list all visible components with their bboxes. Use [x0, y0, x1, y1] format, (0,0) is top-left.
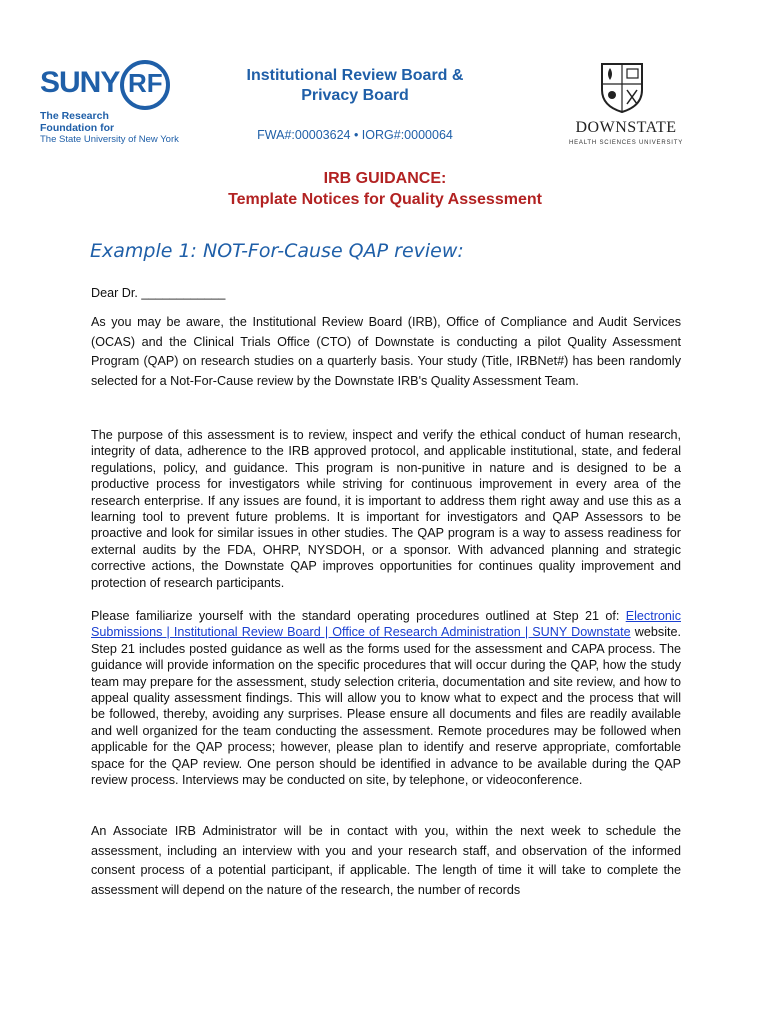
rf-tagline: The Research Foundation for: [40, 110, 115, 134]
rf-wordmark: RF: [128, 68, 163, 98]
paragraph-2: [91, 427, 681, 591]
paragraph-4: [91, 822, 681, 900]
suny-rf-logo: [40, 58, 180, 150]
paragraph-text: As you may be aware, the Institutional Review Board (IRB), Office of Compliance and Audit Services (OCAS) and the Clinical Trials Office (CTO) of Downstate is conducting a pilot Quality Assessment Program (QAP) on research studies on a quarterly basis. Your study (Title, IRBNet#) has been randomly selected for a Not-For-Cause review by the Downstate IRB's Quality Assessment Team.: [91, 315, 681, 388]
paragraph-text: Please familiarize yourself with the standard operating procedures outlined at Step 21 of: Electronic Submissions | Institutional Review Board | Office of Research Administration | SUNY Downstate website. Step 21 includes posted guidance as well as the forms used for the assessment and CAPA process. The guidance will provide information on the specific procedures that will occur during the QAP, how the study team may prepare for the assessment, study selection criteria, documentation and site review, and how to appeal quality assessment findings. This will allow you to know what to expect and the process that will be followed, thereby, avoiding any surprises. Please ensure all documents and files are readily available and well organized for the team conducting the assessment. Remote procedures may be followed when applicable for the QAP process; however, please plan to identify and reserve appropriate, comfortable space for the QAP review. One person should be identified in advance to be available during the QAP review process. Interviews may be conducted on site, by telephone, or videoconference.: [91, 609, 681, 788]
electronic-submissions-link[interactable]: Electronic Submissions | Institutional Review Board | Office of Research Administration | SUNY Downstate: [91, 609, 681, 640]
downstate-wordmark: DOWNSTATE: [575, 119, 677, 136]
paragraph-1: [91, 313, 681, 391]
shield-icon: [600, 62, 644, 114]
guidance-title: IRB GUIDANCE: Template Notices for Quality Assessment: [228, 170, 542, 208]
example-heading: Example 1: NOT-For-Cause QAP review:: [90, 240, 464, 262]
salutation: Dear Dr. ____________: [91, 286, 226, 300]
suny-wordmark: SUNY: [40, 66, 120, 99]
salutation-block: [91, 284, 681, 304]
paragraph-3: [91, 608, 681, 788]
downstate-subtitle: HEALTH SCIENCES UNIVERSITY: [568, 140, 684, 146]
paragraph-text: An Associate IRB Administrator will be in contact with you, within the next week to schedule the assessment, including an interview with you and your research staff, and observation of the informed consent process of a potential participant, if applicable. The length of time it will take to complete the assessment will depend on the nature of the research, the number of records: [91, 824, 681, 897]
letterhead: [0, 0, 770, 160]
rf-subtitle: The State University of New York: [40, 134, 179, 145]
fwa-iorg-numbers: FWA#:00003624 • IORG#:0000064: [257, 128, 453, 142]
paragraph-text: The purpose of this assessment is to review, inspect and verify the ethical conduct of human research, integrity of data, adherence to the IRB approved protocol, and applicable institutional, state, and federal regulations, policy, and guidance. This program is non-punitive in nature and is designed to be a productive process for investigators while striving for continuous improvement in every area of the research enterprise. If any issues are found, it is important to address them right away and use this as a learning tool to prevent future problems. It is important for investigators and QAP Assessors to be proactive and look for similar issues in other studies. The QAP program is a way to assess readiness for external audits by the FDA, OHRP, NYSDOH, or a sponsor. With advanced planning and strategic corrective actions, the Downstate QAP improves opportunities for continues quality improvement and protection of research participants.: [91, 428, 681, 590]
downstate-logo: [565, 62, 687, 154]
board-title: Institutional Review Board & Privacy Board: [246, 67, 464, 104]
